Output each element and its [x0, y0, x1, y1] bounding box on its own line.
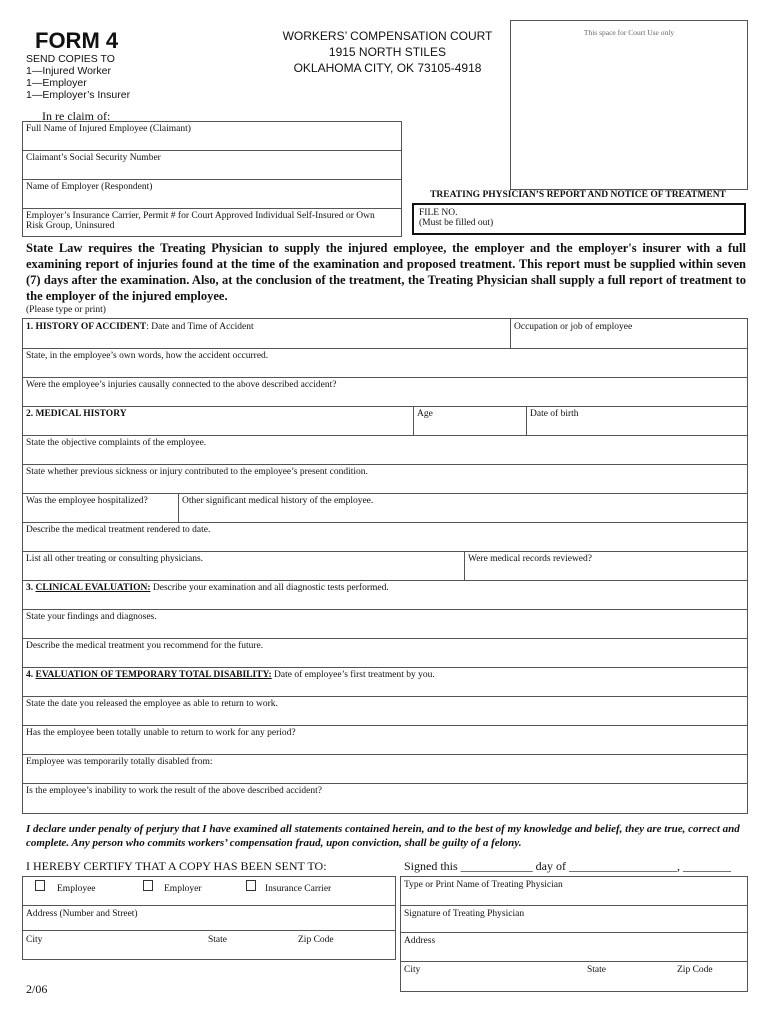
employer-checkbox-label: Employer — [164, 884, 202, 894]
previous-sickness-field[interactable]: State whether previous sickness or injury contributed to the employee’s present condition. — [26, 467, 368, 477]
perjury-declaration: I declare under penalty of perjury that I have examined all statements contained herein, and to the best of my knowledge and belief, they are true, correct and complete. Any person who commits workers’ compensation fraud, upon conviction, shall be guilty of a felony. — [26, 823, 740, 849]
occupation-field[interactable]: Occupation or job of employee — [514, 322, 633, 332]
carrier-label-line1: Employer’s Insurance Carrier, Permit # for Court Approved Individual Self-Insured or Own — [26, 211, 375, 221]
report-title: TREATING PHYSICIAN’S REPORT AND NOTICE OF TREATMENT — [430, 190, 726, 200]
insurance-carrier-checkbox[interactable] — [246, 880, 256, 891]
date-of-birth-field[interactable]: Date of birth — [530, 409, 579, 419]
insurance-carrier-field[interactable] — [22, 208, 402, 234]
clinical-evaluation-field[interactable] — [22, 580, 748, 597]
section4-description: Date of employee’s first treatment by you. — [274, 670, 435, 680]
insurance-carrier-checkbox-label: Insurance Carrier — [265, 884, 332, 894]
copy-state-field[interactable]: State — [208, 935, 227, 945]
section2-title: 2. MEDICAL HISTORY — [26, 409, 127, 419]
state-law-notice: State Law requires the Treating Physician to supply the injured employee, the employer and the employer's insurer with a full examining report of injuries found at the time of the examination and proposed treatment. This report must be supplied within seven (7) days after the examination. Also, at the conclusion of the treatment, the Treating Physician shall supply a full report of treatment to the employer of the injured employee. — [26, 241, 746, 303]
copy-zip-field[interactable]: Zip Code — [298, 935, 334, 945]
causal-connection-field[interactable]: Were the employee’s injuries causally connected to the above described accident? — [26, 380, 337, 390]
employer-checkbox[interactable] — [143, 880, 153, 891]
inability-cause-field[interactable]: Is the employee’s inability to work the result of the above described accident? — [26, 786, 322, 796]
accident-date-label: : Date and Time of Accident — [146, 322, 254, 332]
first-treatment-field[interactable] — [22, 667, 748, 684]
copy-recipient-3: 1—Employer’s Insurer — [26, 89, 131, 101]
claimant-name-field[interactable]: Full Name of Injured Employee (Claimant) — [26, 124, 191, 134]
signed-date-line[interactable]: Signed this ____________ day of __________________, ________ — [404, 859, 731, 873]
form-title: FORM 4 — [35, 28, 119, 53]
section3-description: Describe your examination and all diagnostic tests performed. — [152, 583, 389, 593]
carrier-label-line2: Risk Group, Uninsured — [26, 221, 115, 231]
copy-recipient-1: 1—Injured Worker — [26, 65, 112, 77]
form-revision: 2/06 — [26, 982, 48, 996]
certify-title: I HEREBY CERTIFY THAT A COPY HAS BEEN SENT TO: — [26, 859, 327, 873]
release-date-field[interactable]: State the date you released the employee as able to return to work. — [26, 699, 278, 709]
future-treatment-field[interactable]: Describe the medical treatment you recommend for the future. — [26, 641, 264, 651]
court-use-label: This space for Court Use only — [583, 28, 675, 37]
age-field[interactable]: Age — [417, 409, 433, 419]
accident-description-field[interactable]: State, in the employee’s own words, how the accident occurred. — [26, 351, 269, 361]
physician-signature-field[interactable]: Signature of Treating Physician — [404, 909, 525, 919]
section4-title: EVALUATION OF TEMPORARY TOTAL DISABILITY: — [35, 670, 272, 680]
in-re-label: In re claim of: — [42, 109, 111, 123]
court-city: OKLAHOMA CITY, OK 73105-4918 — [293, 61, 482, 75]
type-or-print-note: (Please type or print) — [26, 305, 106, 315]
send-copies-label: SEND COPIES TO — [26, 53, 115, 65]
copy-address-field[interactable]: Address (Number and Street) — [26, 909, 138, 919]
physician-state-field[interactable]: State — [587, 965, 606, 975]
court-name: WORKERS’ COMPENSATION COURT — [282, 29, 493, 43]
hospitalized-field[interactable]: Was the employee hospitalized? — [26, 496, 148, 506]
employer-name-field[interactable]: Name of Employer (Respondent) — [26, 182, 153, 192]
employee-checkbox-label: Employee — [57, 884, 96, 894]
section1-title: 1. HISTORY OF ACCIDENT — [26, 322, 147, 332]
section3-title: CLINICAL EVALUATION: — [35, 583, 151, 593]
section4-number: 4. — [26, 670, 34, 680]
employee-checkbox[interactable] — [35, 880, 45, 891]
section3-number: 3. — [26, 583, 34, 593]
copy-recipient-2: 1—Employer — [26, 77, 87, 89]
unable-to-work-field[interactable]: Has the employee been totally unable to return to work for any period? — [26, 728, 296, 738]
findings-field[interactable]: State your findings and diagnoses. — [26, 612, 157, 622]
physician-zip-field[interactable]: Zip Code — [677, 965, 713, 975]
physician-city-field[interactable]: City — [404, 965, 421, 975]
other-physicians-field[interactable]: List all other treating or consulting physicians. — [26, 554, 204, 564]
court-street: 1915 NORTH STILES — [328, 45, 447, 59]
disability-period-field[interactable]: Employee was temporarily totally disabled from: — [26, 757, 213, 767]
claimant-ssn-field[interactable]: Claimant’s Social Security Number — [26, 153, 161, 163]
treatment-to-date-field[interactable]: Describe the medical treatment rendered to date. — [26, 525, 211, 535]
physician-name-field[interactable]: Type or Print Name of Treating Physician — [404, 880, 563, 890]
physician-address-field[interactable]: Address — [404, 936, 436, 946]
records-reviewed-field[interactable]: Were medical records reviewed? — [468, 554, 592, 564]
copy-city-field[interactable]: City — [26, 935, 43, 945]
file-no-label: FILE NO. (Must be filled out) — [419, 208, 494, 228]
objective-complaints-field[interactable]: State the objective complaints of the employee. — [26, 438, 207, 448]
accident-date-field[interactable] — [22, 319, 510, 336]
other-history-field[interactable]: Other significant medical history of the employee. — [182, 496, 374, 506]
court-use-box — [510, 20, 748, 190]
